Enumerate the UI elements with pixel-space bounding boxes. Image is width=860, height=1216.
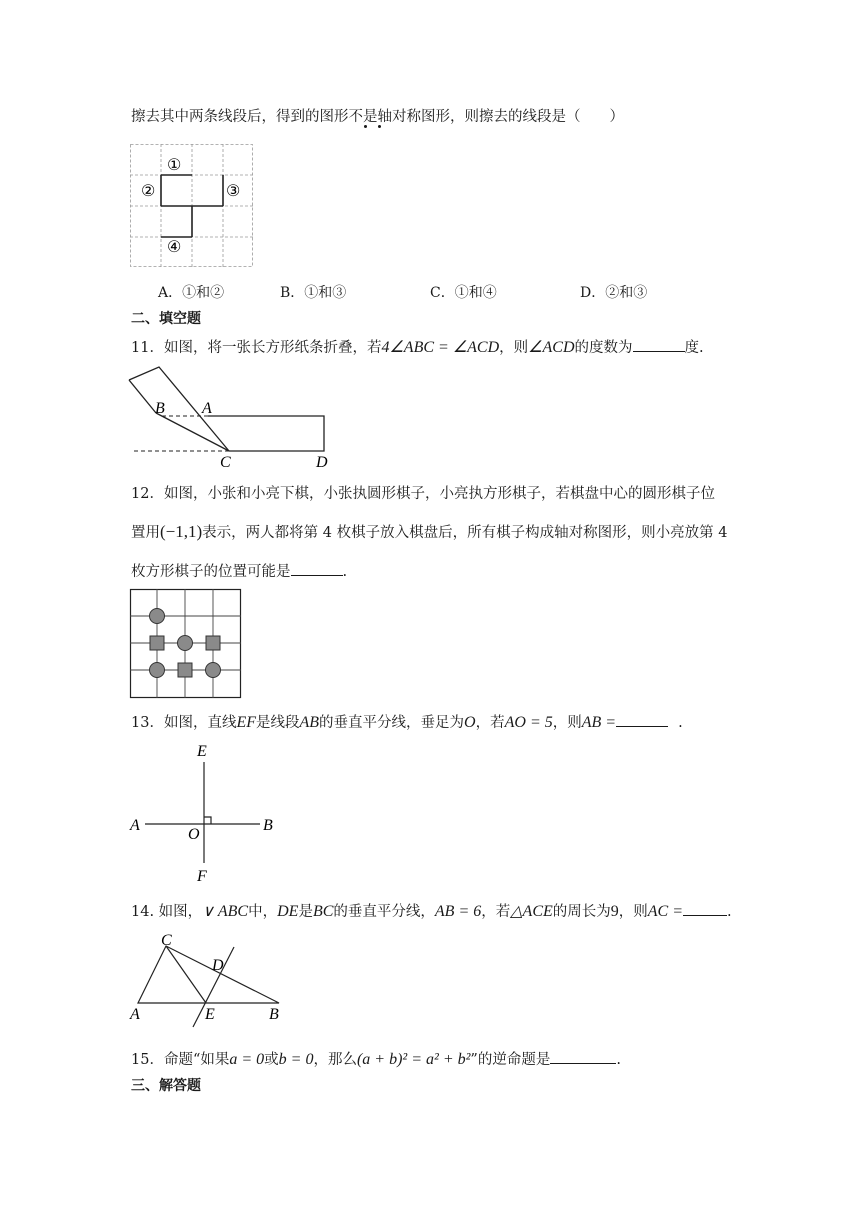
point-f: F (197, 868, 207, 885)
square-piece (178, 663, 192, 677)
point-c: C (161, 932, 172, 949)
label-4: ④ (167, 239, 182, 256)
q11-condition: 4∠ABC = ∠ACD (381, 339, 500, 356)
point-b: B (263, 817, 273, 834)
point-e: E (205, 1006, 215, 1023)
round-piece (150, 609, 165, 624)
emphasis-dot (364, 125, 367, 128)
label-3: ③ (226, 183, 241, 200)
answer-blank[interactable] (550, 1049, 616, 1064)
label-1: ① (167, 157, 182, 174)
q11-folded-strip-figure (128, 364, 348, 472)
answer-blank[interactable] (633, 337, 685, 352)
q10-grid-figure (130, 144, 254, 268)
round-piece (178, 636, 193, 651)
q12-line-2: 置用(−1,1)表示，两人都将第 4 枚棋子放入棋盘后，所有棋子构成轴对称图形，则小亮放第 4 (131, 522, 728, 541)
answer-blank[interactable] (683, 901, 727, 916)
q12-line-1: 12．如图，小张和小亮下棋，小张执圆形棋子，小亮执方形棋子，若棋盘中心的圆形棋子位 (131, 486, 715, 502)
point-o: O (188, 826, 200, 843)
q13-text: 13．如图，直线EF是线段AB的垂直平分线，垂足为O，若AO = 5，则AB = . (131, 714, 683, 731)
point-e: E (197, 743, 207, 760)
point-a: A (130, 1006, 140, 1023)
point-a: A (202, 400, 212, 417)
emphasis-dot (378, 125, 381, 128)
q11-text: 11．如图，将一张长方形纸条折叠，若4∠ABC = ∠ACD，则∠ACD的度数为 度. (131, 339, 704, 356)
answer-blank[interactable] (291, 561, 343, 576)
answer-blank[interactable] (616, 712, 668, 727)
section-fill-in: 二、填空题 (131, 311, 201, 327)
label-2: ② (141, 183, 156, 200)
q12-chessboard-figure (130, 589, 242, 699)
section-answer-questions: 三、解答题 (131, 1078, 201, 1094)
point-b: B (269, 1006, 279, 1023)
q15-text: 15．命题“如果a = 0或b = 0，那么(a + b)² = a² + b²”的逆命题是 . (131, 1051, 621, 1068)
point-d: D (212, 957, 224, 974)
q12-line-3: 枚方形棋子的位置可能是 . (131, 561, 347, 582)
q14-triangle-figure (128, 930, 288, 1034)
q14-text: 14. 如图，∨ ABC中，DE是BC的垂直平分线，AB = 6，若△ACE的周长为9，则AC = . (131, 903, 732, 920)
q10-text: 擦去其中两条线段后，得到的图形不是轴对称图形，则擦去的线段是（ ） (131, 109, 624, 125)
point-b: B (155, 400, 165, 417)
q11-angle: ∠ACD (528, 339, 575, 356)
option-a[interactable]: A．①和② (158, 285, 225, 301)
point-d: D (316, 454, 328, 471)
option-d[interactable]: D．②和③ (580, 285, 648, 301)
round-piece (150, 663, 165, 678)
square-piece (150, 636, 164, 650)
point-c: C (220, 454, 231, 471)
q10-options (131, 282, 691, 302)
option-b[interactable]: B．①和③ (280, 285, 347, 301)
point-a: A (130, 817, 140, 834)
q12-coordinate: (−1,1) (160, 522, 203, 541)
square-piece (206, 636, 220, 650)
q13-perpendicular-bisector-figure (128, 738, 278, 888)
round-piece (206, 663, 221, 678)
option-c[interactable]: C．①和④ (430, 285, 497, 301)
